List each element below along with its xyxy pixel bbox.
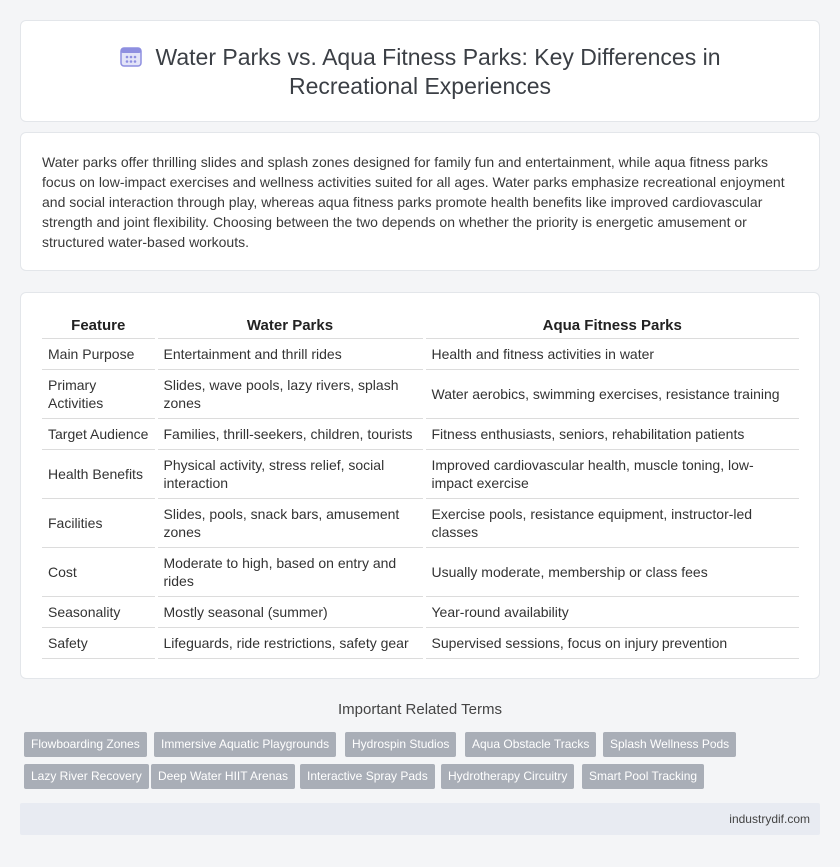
header-aqua-fitness: Aqua Fitness Parks [424, 314, 799, 338]
related-term-tag[interactable]: Hydrospin Studios [345, 732, 456, 757]
cell-water-parks: Slides, wave pools, lazy rivers, splash zones [156, 369, 424, 418]
calendar-icon [120, 45, 142, 67]
cell-feature: Seasonality [42, 596, 156, 627]
cell-aqua-fitness: Usually moderate, membership or class fees [424, 547, 799, 596]
comparison-card [20, 292, 820, 679]
cell-water-parks: Moderate to high, based on entry and rides [156, 547, 424, 596]
cell-water-parks: Entertainment and thrill rides [156, 338, 424, 369]
header-water-parks: Water Parks [156, 314, 424, 338]
table-row [42, 449, 799, 498]
table-row [42, 627, 799, 658]
cell-feature: Health Benefits [42, 449, 156, 498]
cell-aqua-fitness: Water aerobics, swimming exercises, resistance training [424, 369, 799, 418]
page-title [21, 43, 819, 101]
table-row [42, 338, 799, 369]
related-term-tag[interactable]: Splash Wellness Pods [603, 732, 736, 757]
cell-feature: Safety [42, 627, 156, 658]
cell-feature: Primary Activities [42, 369, 156, 418]
cell-water-parks: Families, thrill-seekers, children, tourists [156, 418, 424, 449]
cell-aqua-fitness: Year-round availability [424, 596, 799, 627]
cell-aqua-fitness: Supervised sessions, focus on injury prevention [424, 627, 799, 658]
cell-aqua-fitness: Health and fitness activities in water [424, 338, 799, 369]
table-row [42, 596, 799, 627]
cell-water-parks: Lifeguards, ride restrictions, safety gear [156, 627, 424, 658]
title-card [20, 20, 820, 122]
related-term-tag[interactable]: Smart Pool Tracking [582, 764, 704, 789]
related-term-tag[interactable]: Aqua Obstacle Tracks [465, 732, 596, 757]
related-term-tag[interactable]: Interactive Spray Pads [300, 764, 435, 789]
table-row [42, 369, 799, 418]
title-line-2: Recreational Experiences [288, 73, 552, 99]
table-row [42, 547, 799, 596]
table-row [42, 498, 799, 547]
cell-aqua-fitness: Fitness enthusiasts, seniors, rehabilitation patients [424, 418, 799, 449]
related-terms-title: Important Related Terms [338, 701, 502, 718]
related-term-tag[interactable]: Immersive Aquatic Playgrounds [154, 732, 336, 757]
cell-aqua-fitness: Improved cardiovascular health, muscle toning, low-impact exercise [424, 449, 799, 498]
intro-card [20, 132, 820, 271]
cell-feature: Target Audience [42, 418, 156, 449]
cell-water-parks: Slides, pools, snack bars, amusement zones [156, 498, 424, 547]
cell-feature: Cost [42, 547, 156, 596]
cell-feature: Main Purpose [42, 338, 156, 369]
intro-paragraph: Water parks offer thrilling slides and splash zones designed for family fun and entertainment, while aqua fitness parks focus on low-impact exercises and wellness activities suited for all ages. Water parks emphasize recreational enjoyment and social interaction through play, whereas aqua fitness parks promote health benefits like improved cardiovascular strength and joint flexibility. Choosing between the two depends on whether the priority is energetic amusement or structured water-based workouts. [42, 154, 785, 250]
related-term-tag[interactable]: Lazy River Recovery [24, 764, 149, 789]
table-row [42, 418, 799, 449]
footer-site[interactable]: industrydif.com [729, 812, 810, 826]
footer [20, 803, 820, 835]
related-term-tag[interactable]: Hydrotherapy Circuitry [441, 764, 574, 789]
related-term-tag[interactable]: Flowboarding Zones [24, 732, 147, 757]
cell-feature: Facilities [42, 498, 156, 547]
header-feature: Feature [42, 314, 156, 338]
title-line-1: Water Parks vs. Aqua Fitness Parks: Key Differences in [155, 44, 721, 70]
cell-aqua-fitness: Exercise pools, resistance equipment, instructor-led classes [424, 498, 799, 547]
comparison-table [42, 314, 799, 659]
cell-water-parks: Physical activity, stress relief, social interaction [156, 449, 424, 498]
table-header-row [42, 314, 799, 338]
related-term-tag[interactable]: Deep Water HIIT Arenas [151, 764, 295, 789]
cell-water-parks: Mostly seasonal (summer) [156, 596, 424, 627]
